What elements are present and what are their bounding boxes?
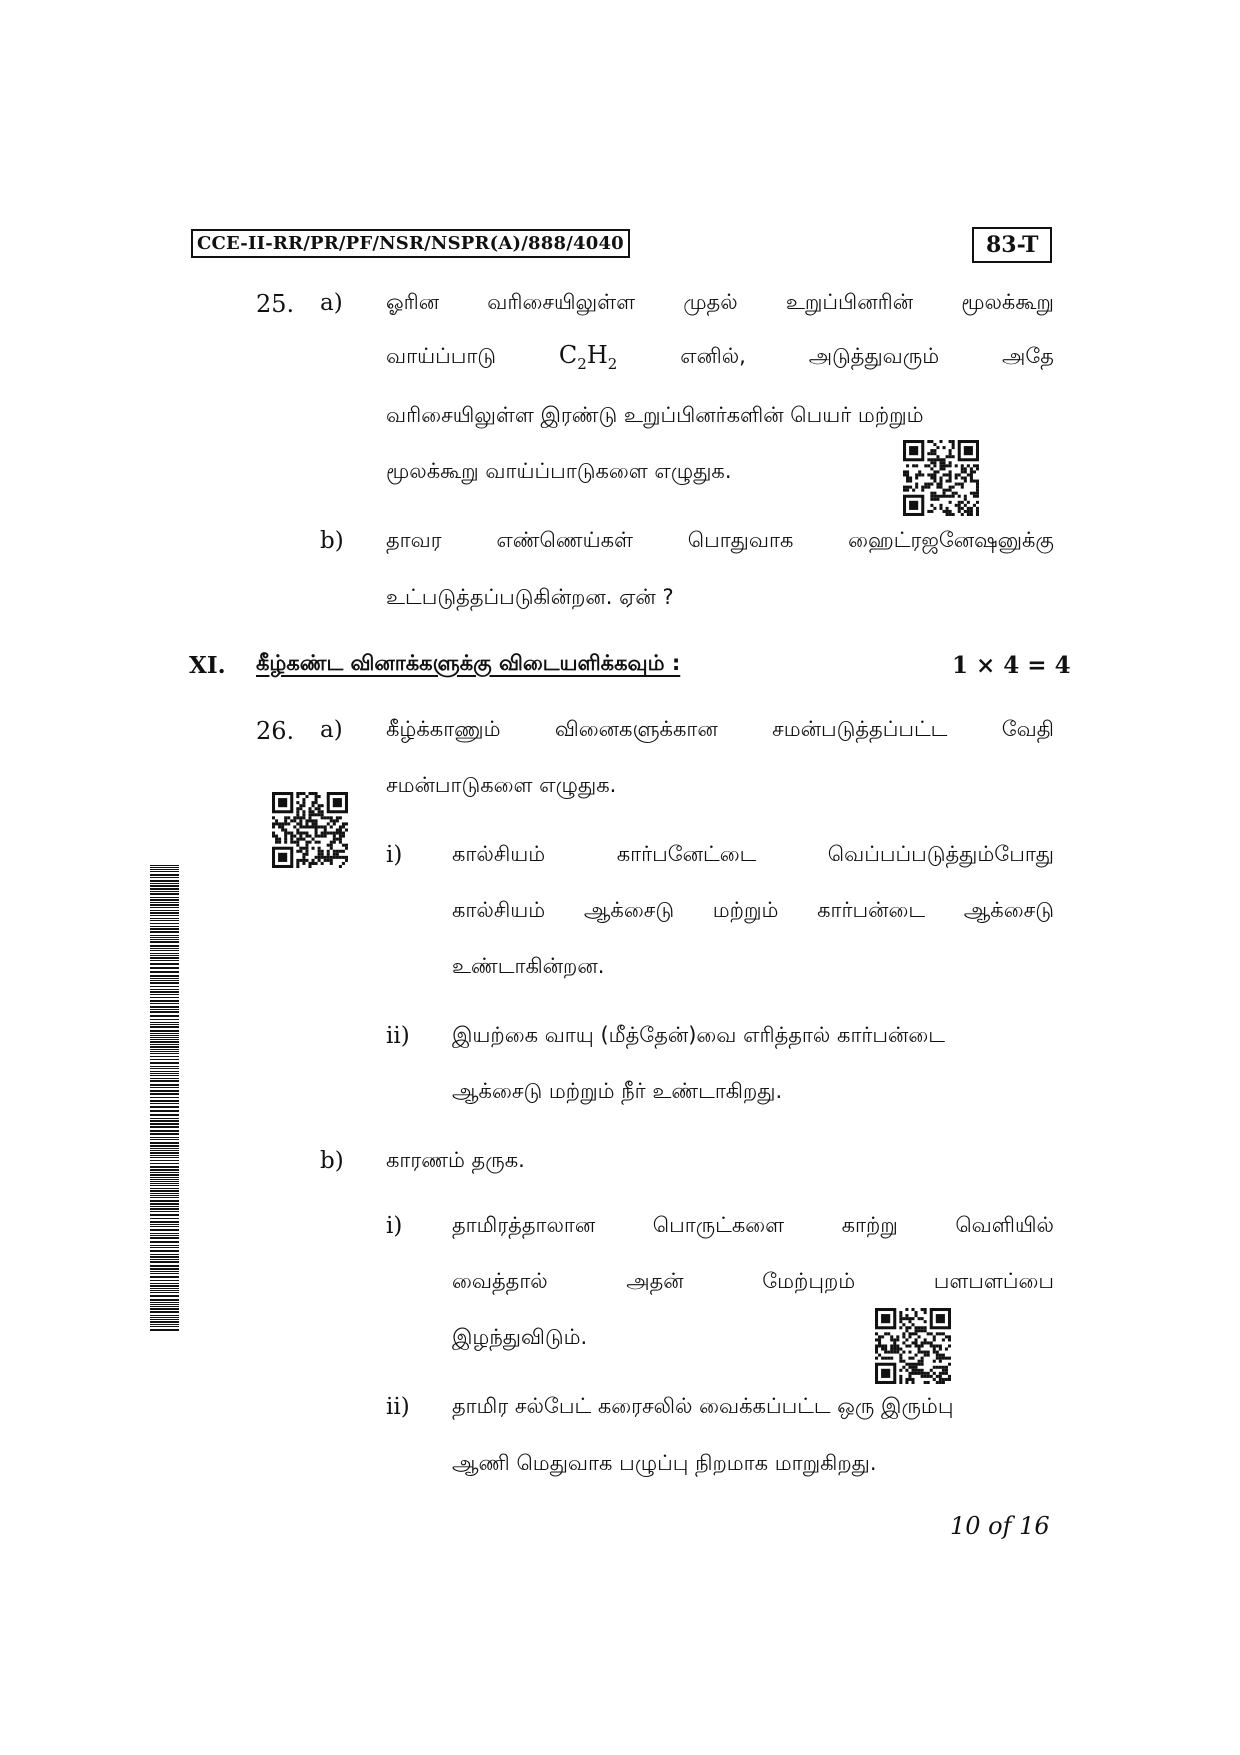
q26b-line-1: காரணம் தருக. [386, 1148, 525, 1172]
word: எனில், [680, 344, 746, 368]
q26b-i-label: i) [386, 1213, 403, 1239]
word: வெளியில் [955, 1213, 1054, 1237]
q25b-label: b) [320, 528, 344, 554]
word: கால்சியம் [452, 842, 546, 866]
word: ஆக்சைடு [963, 898, 1054, 922]
q26b-i-line-2 [452, 1269, 1054, 1296]
qr-code-icon [903, 440, 979, 516]
word: அடுத்துவரும் [808, 344, 940, 368]
question-26-number: 26. [256, 717, 295, 745]
barcode-icon [150, 865, 179, 1333]
q25b-line-2: உட்படுத்தப்படுகின்றன. ஏன் ? [386, 585, 674, 609]
word: மூலக்கூறு [961, 290, 1054, 314]
section-number: XI. [189, 652, 226, 679]
qr-code-icon [875, 1308, 951, 1384]
qr-code-icon [272, 792, 348, 868]
q26b-i-line-1 [452, 1213, 1054, 1240]
word: தாவர [386, 528, 442, 552]
q26a-i-line-3: உண்டாகின்றன. [452, 954, 605, 978]
word: ஹைட்ரஜனேஷனுக்கு [848, 528, 1054, 552]
q26a-ii-line-1: இயற்கை வாயு (மீத்தேன்)வை எரித்தால் கார்பன்டை [452, 1023, 945, 1047]
q25a-line-4: மூலக்கூறு வாய்ப்பாடுகளை எழுதுக. [386, 459, 732, 483]
word: உறுப்பினரின் [785, 290, 914, 314]
molecular-formula [559, 341, 617, 373]
formula-subscript: 2 [607, 354, 618, 373]
word: ஓரின [386, 290, 440, 314]
word: வெப்பப்படுத்தும்போது [827, 842, 1054, 866]
q26b-i-line-3: இழந்துவிடும். [452, 1325, 588, 1349]
word: ஆக்சைடு [583, 898, 675, 922]
word: அதன் [626, 1269, 684, 1293]
paper-number: 83-T [972, 227, 1052, 263]
q26a-ii-label: ii) [386, 1023, 410, 1049]
q25a-label: a) [320, 290, 343, 316]
section-marks: 1 × 4 = 4 [952, 652, 1071, 679]
q26a-i-label: i) [386, 842, 403, 868]
section-heading: கீழ்கண்ட வினாக்களுக்கு விடையளிக்கவும் : [256, 651, 681, 675]
page-number: 10 of 16 [950, 1512, 1050, 1540]
word: வைத்தால் [452, 1269, 548, 1293]
q26b-ii-line-1: தாமிர சல்பேட் கரைசலில் வைக்கப்பட்ட ஒரு இரும்பு [452, 1394, 954, 1418]
q26b-label: b) [320, 1148, 344, 1174]
q26b-ii-line-2: ஆணி மெதுவாக பழுப்பு நிறமாக மாறுகிறது. [452, 1451, 877, 1475]
q26a-i-line-1 [452, 842, 1054, 869]
word: சமன்படுத்தப்பட்ட [772, 717, 948, 741]
word: வினைகளுக்கான [554, 717, 718, 741]
question-25-number: 25. [256, 290, 295, 318]
q26a-line-1 [386, 717, 1054, 744]
word: பளபளப்பை [933, 1269, 1054, 1293]
q26b-ii-label: ii) [386, 1394, 410, 1420]
q26a-line-2: சமன்பாடுகளை எழுதுக. [386, 773, 617, 797]
q25a-line-1 [386, 290, 1054, 317]
word: கால்சியம் [452, 898, 546, 922]
word: காற்று [841, 1213, 898, 1237]
word: அதே [1002, 344, 1054, 368]
q25b-line-1 [386, 528, 1054, 555]
q26a-ii-line-2: ஆக்சைடு மற்றும் நீர் உண்டாகிறது. [452, 1079, 783, 1103]
word: கீழ்க்காணும் [386, 717, 501, 741]
word: தாமிரத்தாலான [452, 1213, 596, 1237]
word: வாய்ப்பாடு [386, 344, 497, 368]
word: பொதுவாக [687, 528, 794, 552]
q25a-line-3: வரிசையிலுள்ள இரண்டு உறுப்பினர்களின் பெயர் மற்றும் [386, 403, 924, 427]
formula-subscript: 2 [577, 354, 587, 373]
q26a-label: a) [320, 717, 343, 743]
word: வரிசையிலுள்ள [487, 290, 636, 314]
q26a-i-line-2 [452, 898, 1054, 925]
q25a-line-2 [386, 341, 1054, 373]
word: மற்றும் [712, 898, 779, 922]
question-paper-code: CCE-II-RR/PR/PF/NSR/NSPR(A)/888/4040 [191, 229, 630, 258]
word: முதல் [683, 290, 738, 314]
formula-element: H [586, 341, 608, 369]
word: கார்பன்டை [817, 898, 926, 922]
formula-element: C [558, 341, 578, 369]
word: கார்பனேட்டை [616, 842, 757, 866]
word: மேற்புறம் [762, 1269, 856, 1293]
word: பொருட்களை [652, 1213, 785, 1237]
word: எண்ணெய்கள் [496, 528, 633, 552]
word: வேதி [1001, 717, 1054, 741]
